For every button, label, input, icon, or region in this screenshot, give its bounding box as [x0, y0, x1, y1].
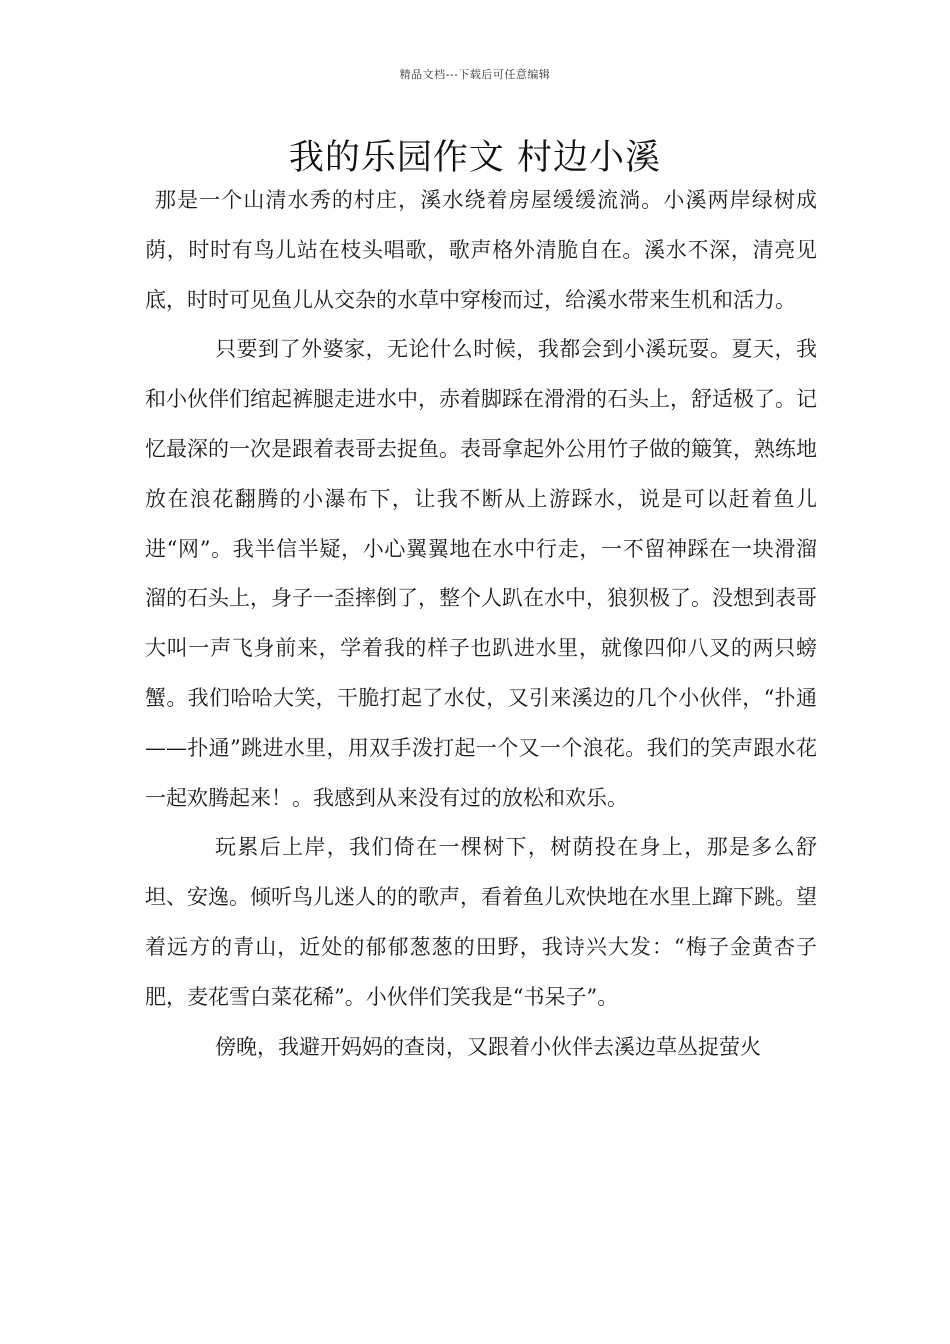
paragraph-2: 只要到了外婆家，无论什么时候，我都会到小溪玩耍。夏天，我和小伙伴们绾起裤腿走进水中，赤着脚踩在滑滑的石头上，舒适极了。记忆最深的一次是跟着表哥去捉鱼。表哥拿起外公用竹子做的簸箕，熟练地放在浪花翻腾的小瀑布下，让我不断从上游踩水，说是可以赶着鱼儿进“网”。我半信半疑，小心翼翼地在水中行走，一不留神踩在一块滑溜溜的石头上，身子一歪摔倒了，整个人趴在水中，狼狈极了。没想到表哥大叫一声飞身前来，学着我的样子也趴进水里，就像四仰八叉的两只螃蟹。我们哈哈大笑，干脆打起了水仗，又引来溪边的几个小伙伴，“扑通——扑通”跳进水里，用双手泼打起一个又一个浪花。我们的笑声跟水花一起欢腾起来！。我感到从来没有过的放松和欢乐。: [145, 337, 817, 810]
document-title: 我的乐园作文 村边小溪: [288, 138, 662, 178]
document-body: [145, 176, 817, 1072]
paragraph-1: 那是一个山清水秀的村庄，溪水绕着房屋缓缓流淌。小溪两岸绿树成荫，时时有鸟儿站在枝头唱歌，歌声格外清脆自在。溪水不深，清亮见底，时时可见鱼儿从交杂的水草中穿梭而过，给溪水带来生机和活力。: [145, 188, 817, 312]
paragraph-3: 玩累后上岸，我们倚在一棵树下，树荫投在身上，那是多么舒坦、安逸。倾听鸟儿迷人的的歌声，看着鱼儿欢快地在水里上蹿下跳。望着远方的青山，近处的郁郁葱葱的田野，我诗兴大发：“梅子金黄杏子肥，麦花雪白菜花稀”。小伙伴们笑我是“书呆子”。: [145, 835, 817, 1009]
page-header: 精品文档---下载后可任意编辑: [399, 68, 551, 81]
paragraph-4: 傍晚，我避开妈妈的查岗，又跟着小伙伴去溪边草丛捉萤火: [215, 1034, 761, 1059]
